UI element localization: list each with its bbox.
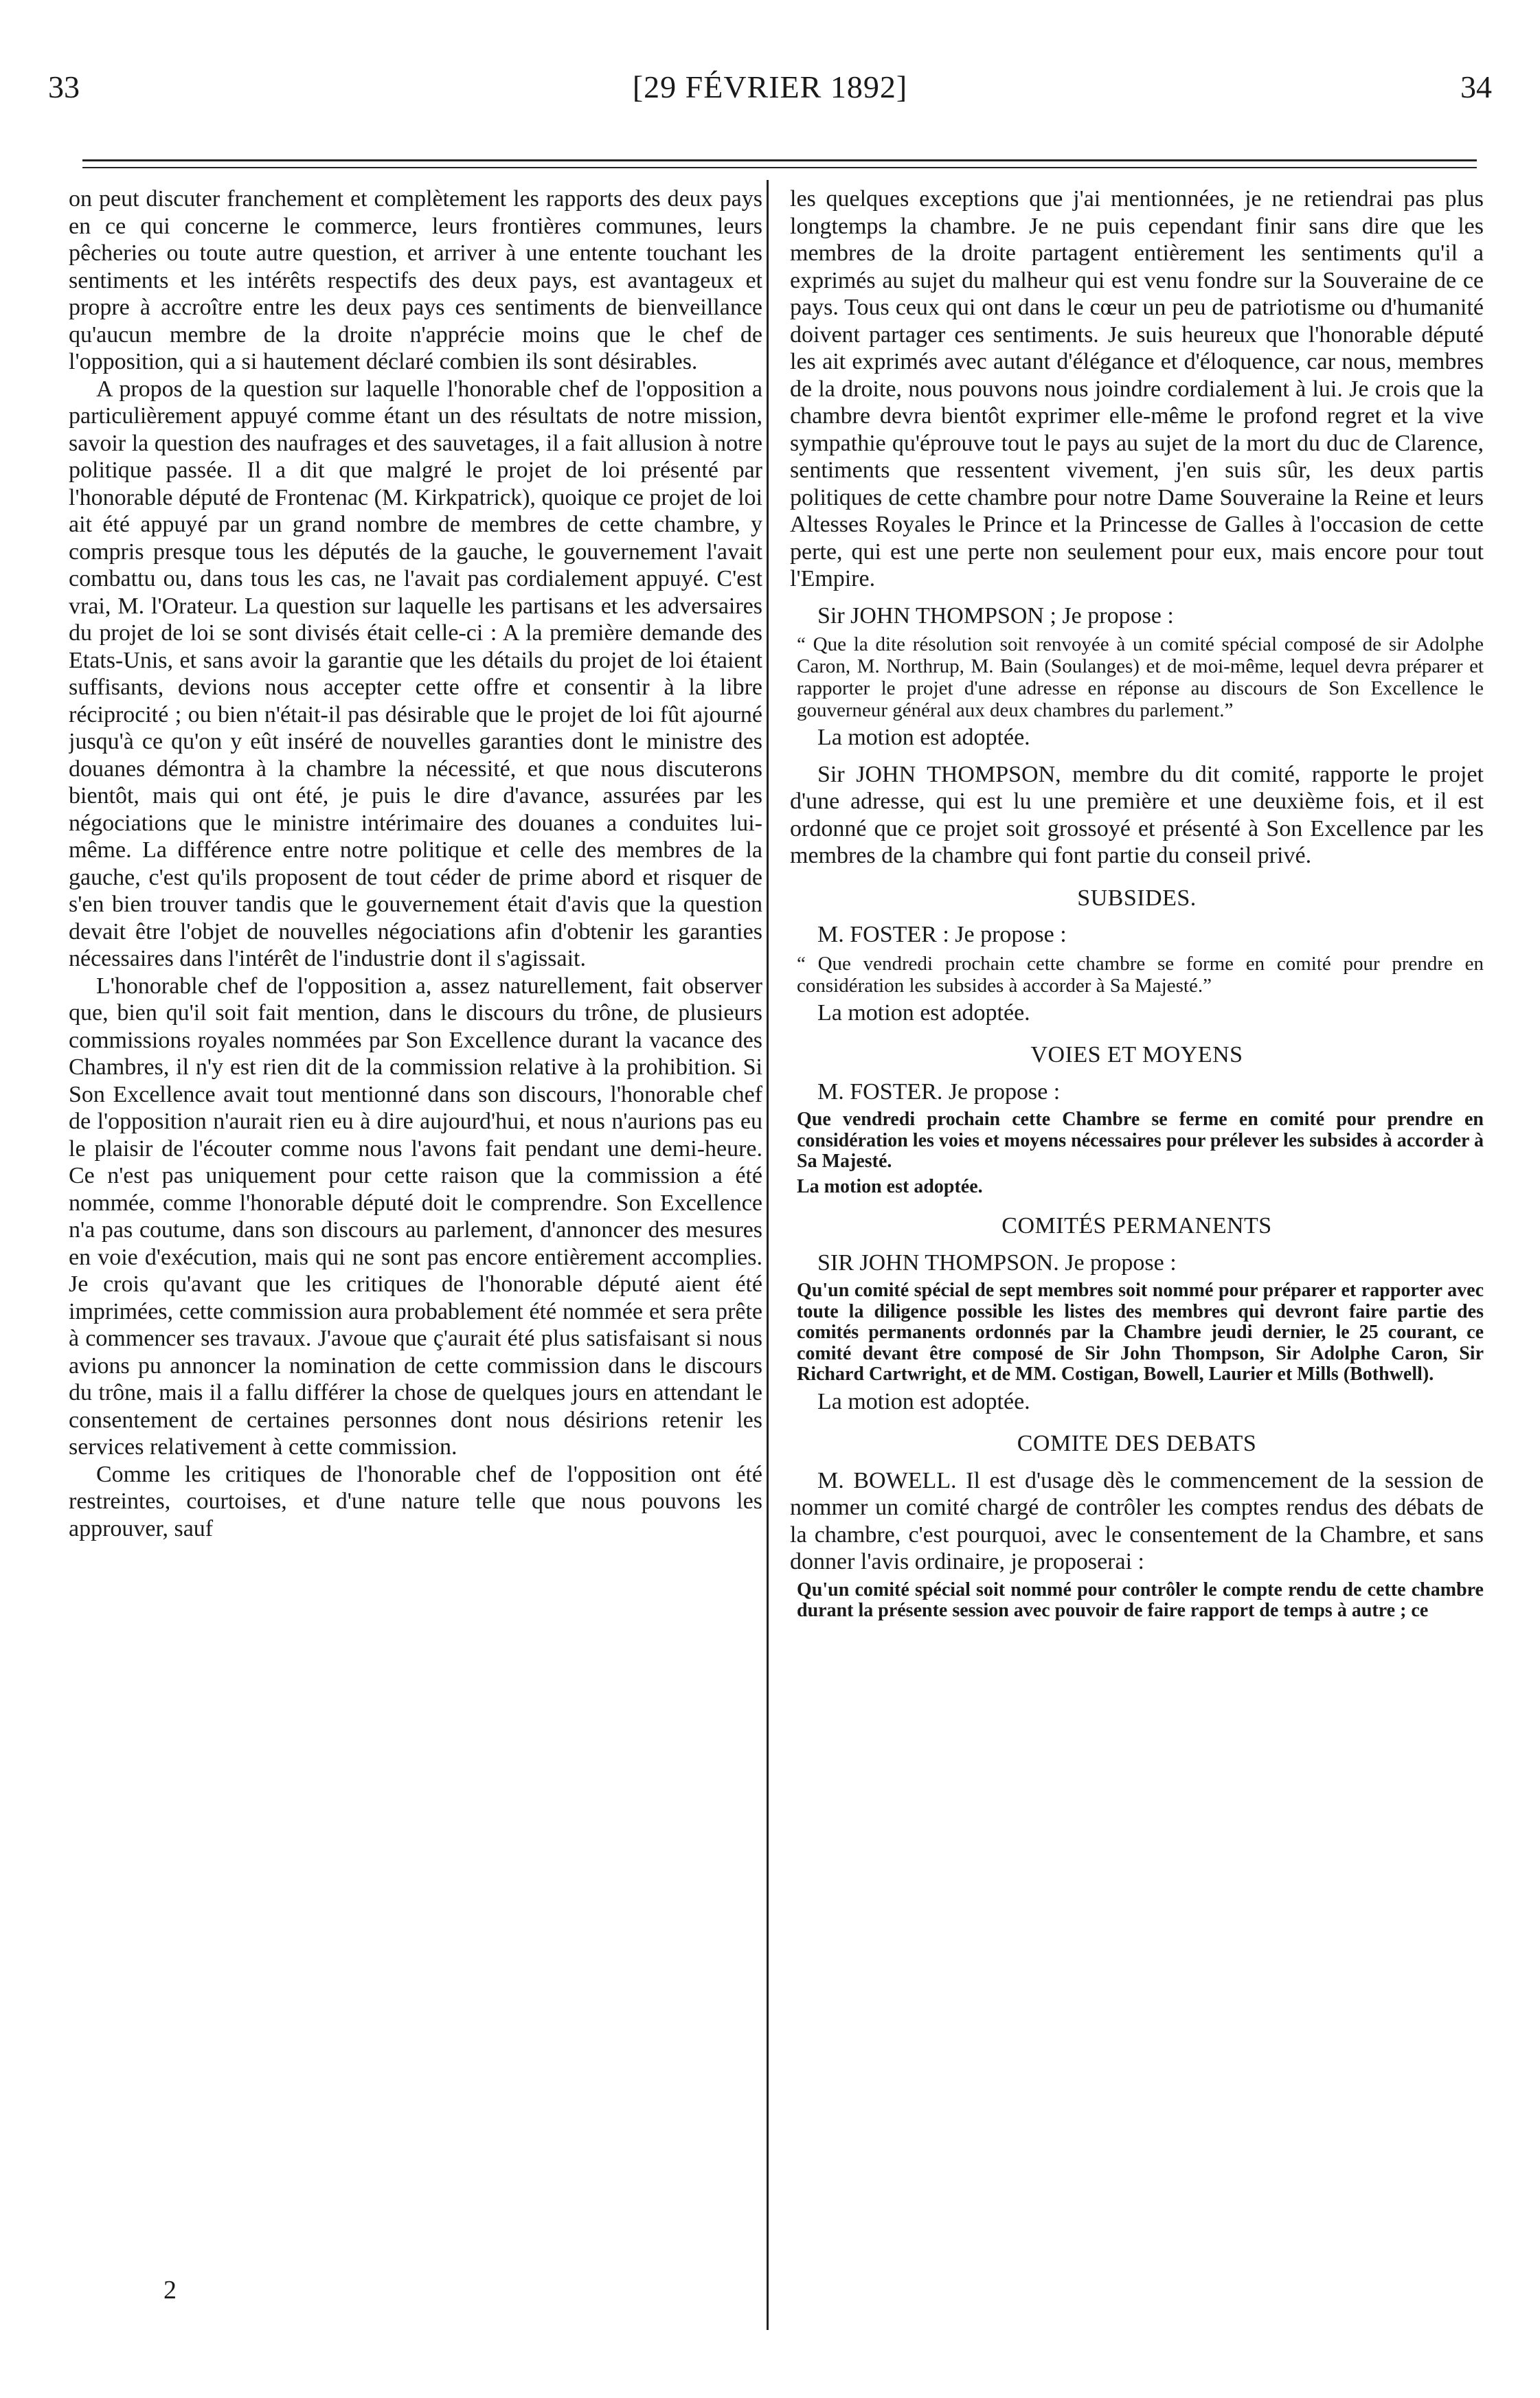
debates-committee-motion: Qu'un comité spécial soit nommé pour contrôler le compte rendu de cette chambre durant la présente session avec pouvoir de faire rapport de temps à autre ; ce [797,1579,1484,1621]
address-committee-motion: “ Que la dite résolution soit renvoyée à un comité spécial composé de sir Adolphe Caron, M. Northrup, M. Bain (Soulanges) et de moi-même, lequel devra préparer et rapporter le projet d'une adresse en réponse au discours de Son Excellence le gouverneur général aux deux chambres du parlement.” [797,633,1484,721]
left-page-number: 33 [48,69,80,104]
left-paragraph-3: L'honorable chef de l'opposition a, assez naturellement, fait observer que, bien qu'il soit fait mention, dans le discours du trône, de plusieurs commissions royales nommées par Son Excellence durant la vacance des Chambres, il n'y est rien dit de la commission relative à la prohibition. Si Son Excellence avait tout mentionné dans son discours, l'honorable chef de l'opposition n'aurait rien eu à dire aujourd'hui, et nous n'aurions pas eu le plaisir de l'écouter comme nous l'avons fait pendant une demi-heure. Ce n'est pas uniquement pour cette raison que la commission a été nommée, comme l'honorable député doit le comprendre. Son Excellence n'a pas coutume, dans son discours au parlement, d'annoncer des mesures en voie d'exécution, mais qui ne sont pas encore entièrement accomplies. Je crois qu'avant que les critiques de l'honorable député aient été imprimées, cette commission aura probablement été nommée et sera prête à commencer ses travaux. J'avoue que ç'aurait été plus satisfaisant si nous avions pu annoncer la nomination de cette commission dans le discours du trône, mais il a fallu différer la chose de quelques jours en attendant le consentement de certaines personnes dont nous désirions retenir les services relativement à cette commission. [69,973,762,1460]
left-paragraph-2: A propos de la question sur laquelle l'honorable chef de l'opposition a particulièrement appuyé comme étant un des résultats de notre mission, savoir la question des naufrages et des sauvetages, il a fait allusion à notre politique passée. Il a dit que malgré le projet de loi présenté par l'honorable député de Frontenac (M. Kirkpatrick), quoique ce projet de loi ait été appuyé par un grand nombre de membres de cette chambre, y compris presque tous les députés de la gauche, le gouvernement l'avait combattu ou, dans tous les cas, ne l'avait pas cordialement appuyé. C'est vrai, M. l'Orateur. La question sur laquelle les partisans et les adversaires du projet de loi se sont divisés était celle-ci : A la première demande des Etats-Unis, et sans avoir la garantie que les détails du projet de loi étaient suffisants, devions nous accepter cette offre et consentir à la libre réciprocité ; ou bien n'était-il pas désirable que le projet de loi fût ajourné jusqu'à ce qu'on y eût inséré de nouvelles garanties dont le ministre des douanes démontra à la chambre la nécessité, et que nous discuterons bientôt, mais qui ont été, je puis le dire d'avance, assurées par les négociations que le ministre intérimaire des douanes a conduites lui-même. La différence entre notre politique et celle des membres de la gauche, c'est qu'ils proposent de tout céder de prime abord et risquer de s'en bien trouver tandis que le gouvernement était d'avis que la question devait être l'objet de nouvelles négociations afin d'obtenir les garanties nécessaires dans l'intérêt de l'industrie dont il s'agissait. [69,376,762,971]
ways-and-means-motion: Que vendredi prochain cette Chambre se ferme en comité pour prendre en considération les voies et moyens nécessaires pour prélever les subsides à accorder à Sa Majesté. [797,1109,1484,1172]
motion-adopted-1: La motion est adoptée. [817,725,1030,750]
left-column [69,185,762,2329]
right-column [790,185,1484,2329]
motion-adopted-4: La motion est adoptée. [817,1388,1030,1414]
thompson-report: Sir JOHN THOMPSON, membre du dit comité, rapporte le projet d'une adresse, qui est lu une première et une deuxième fois, et il est ordonné que ce projet soit grossoyé et présenté à Son Excellence par les membres de la chambre qui font partie du conseil privé. [790,761,1484,868]
right-paragraph-1: les quelques exceptions que j'ai mentionnées, je ne retiendrai pas plus longtemps la chambre. Je ne puis cependant finir sans dire que les membres de la droite partagent entièrement les sentiments qu'il a exprimés au sujet du malheur qui est venu fondre sur la Souveraine de ce pays. Tous ceux qui ont dans le cœur un peu de patriotisme ou d'humanité doivent partager ces sentiments. Je suis heureux que l'honorable député les ait exprimés avec autant d'élégance et d'éloquence, car nous, membres de la droite, nous pouvons nous joindre cordialement à lui. Je crois que la chambre devra bientôt exprimer elle-même le profond regret et la vive sympathie qu'éprouve tout le pays au sujet de la mort du duc de Clarence, sentiments que ressentent vivement, j'en suis sûr, les deux partis politiques de cette chambre pour notre Dame Souveraine la Reine et leurs Altesses Royales le Prince et la Princesse de Galles à l'occasion de cette perte, qui est une perte non seulement pour eux, mais encore pour tout l'Empire. [790,186,1484,591]
header-rule-bottom [82,167,1477,168]
thompson-proposal: Sir JOHN THOMPSON ; Je propose : [817,602,1174,629]
page-date-header: [29 FÉVRIER 1892] [632,69,908,104]
right-page-number: 34 [1460,69,1492,104]
heading-subsides: SUBSIDES. [1077,885,1197,911]
bowell-statement: M. BOWELL. Il est d'usage dès le commencement de la session de nommer un comité chargé de contrôler les comptes rendus des débats de la chambre, c'est pourquoi, avec le consentement de la Chambre, et sans donner l'avis ordinaire, je proposerai : [790,1467,1484,1574]
left-paragraph-4: Comme les critiques de l'honorable chef de l'opposition ont été restreintes, courtoises, et d'une nature telle que nous pouvons les approuver, sauf [69,1461,762,1541]
heading-comites-permanents: COMITÉS PERMANENTS [1001,1213,1272,1238]
heading-voies-et-moyens: VOIES ET MOYENS [1030,1042,1243,1067]
left-paragraph-1: on peut discuter franchement et complètement les rapports des deux pays en ce qui concerne le commerce, leurs frontières communes, leurs pêcheries ou toute autre question, et arriver à une entente touchant les sentiments et les intérêts respectifs des deux pays, est avantageux et propre à accroître entre les deux pays ces sentiments de bienveillance qu'aucun membre de la droite n'apprécie moins que le chef de l'opposition, qui a si hautement déclaré combien ils sont désirables. [69,186,762,374]
header-rule-top [82,159,1477,161]
standing-committees-motion: Qu'un comité spécial de sept membres soit nommé pour préparer et rapporter avec toute la diligence possible les listes des membres qui devront faire partie des comités permanents ordonnés par la Chambre jeudi dernier, le 25 courant, ce comité devant être composé de Sir John Thompson, Sir Adolphe Caron, Sir Richard Cartwright, et de MM. Costigan, Bowell, Laurier et Mills (Bothwell). [797,1280,1484,1385]
column-separator [767,180,769,2330]
subsides-motion: “ Que vendredi prochain cette chambre se forme en comité pour prendre en considération les subsides à accorder à Sa Majesté.” [797,952,1484,997]
foster-proposal-2: M. FOSTER. Je propose : [817,1078,1061,1105]
heading-comite-des-debats: COMITE DES DEBATS [1017,1431,1257,1456]
footer-signature-number: 2 [163,2276,177,2305]
foster-proposal-1: M. FOSTER : Je propose : [817,922,1067,947]
motion-adopted-3: La motion est adoptée. [797,1175,983,1197]
motion-adopted-2: La motion est adoptée. [817,999,1030,1026]
thompson-proposal-2: SIR JOHN THOMPSON. Je propose : [817,1249,1177,1276]
